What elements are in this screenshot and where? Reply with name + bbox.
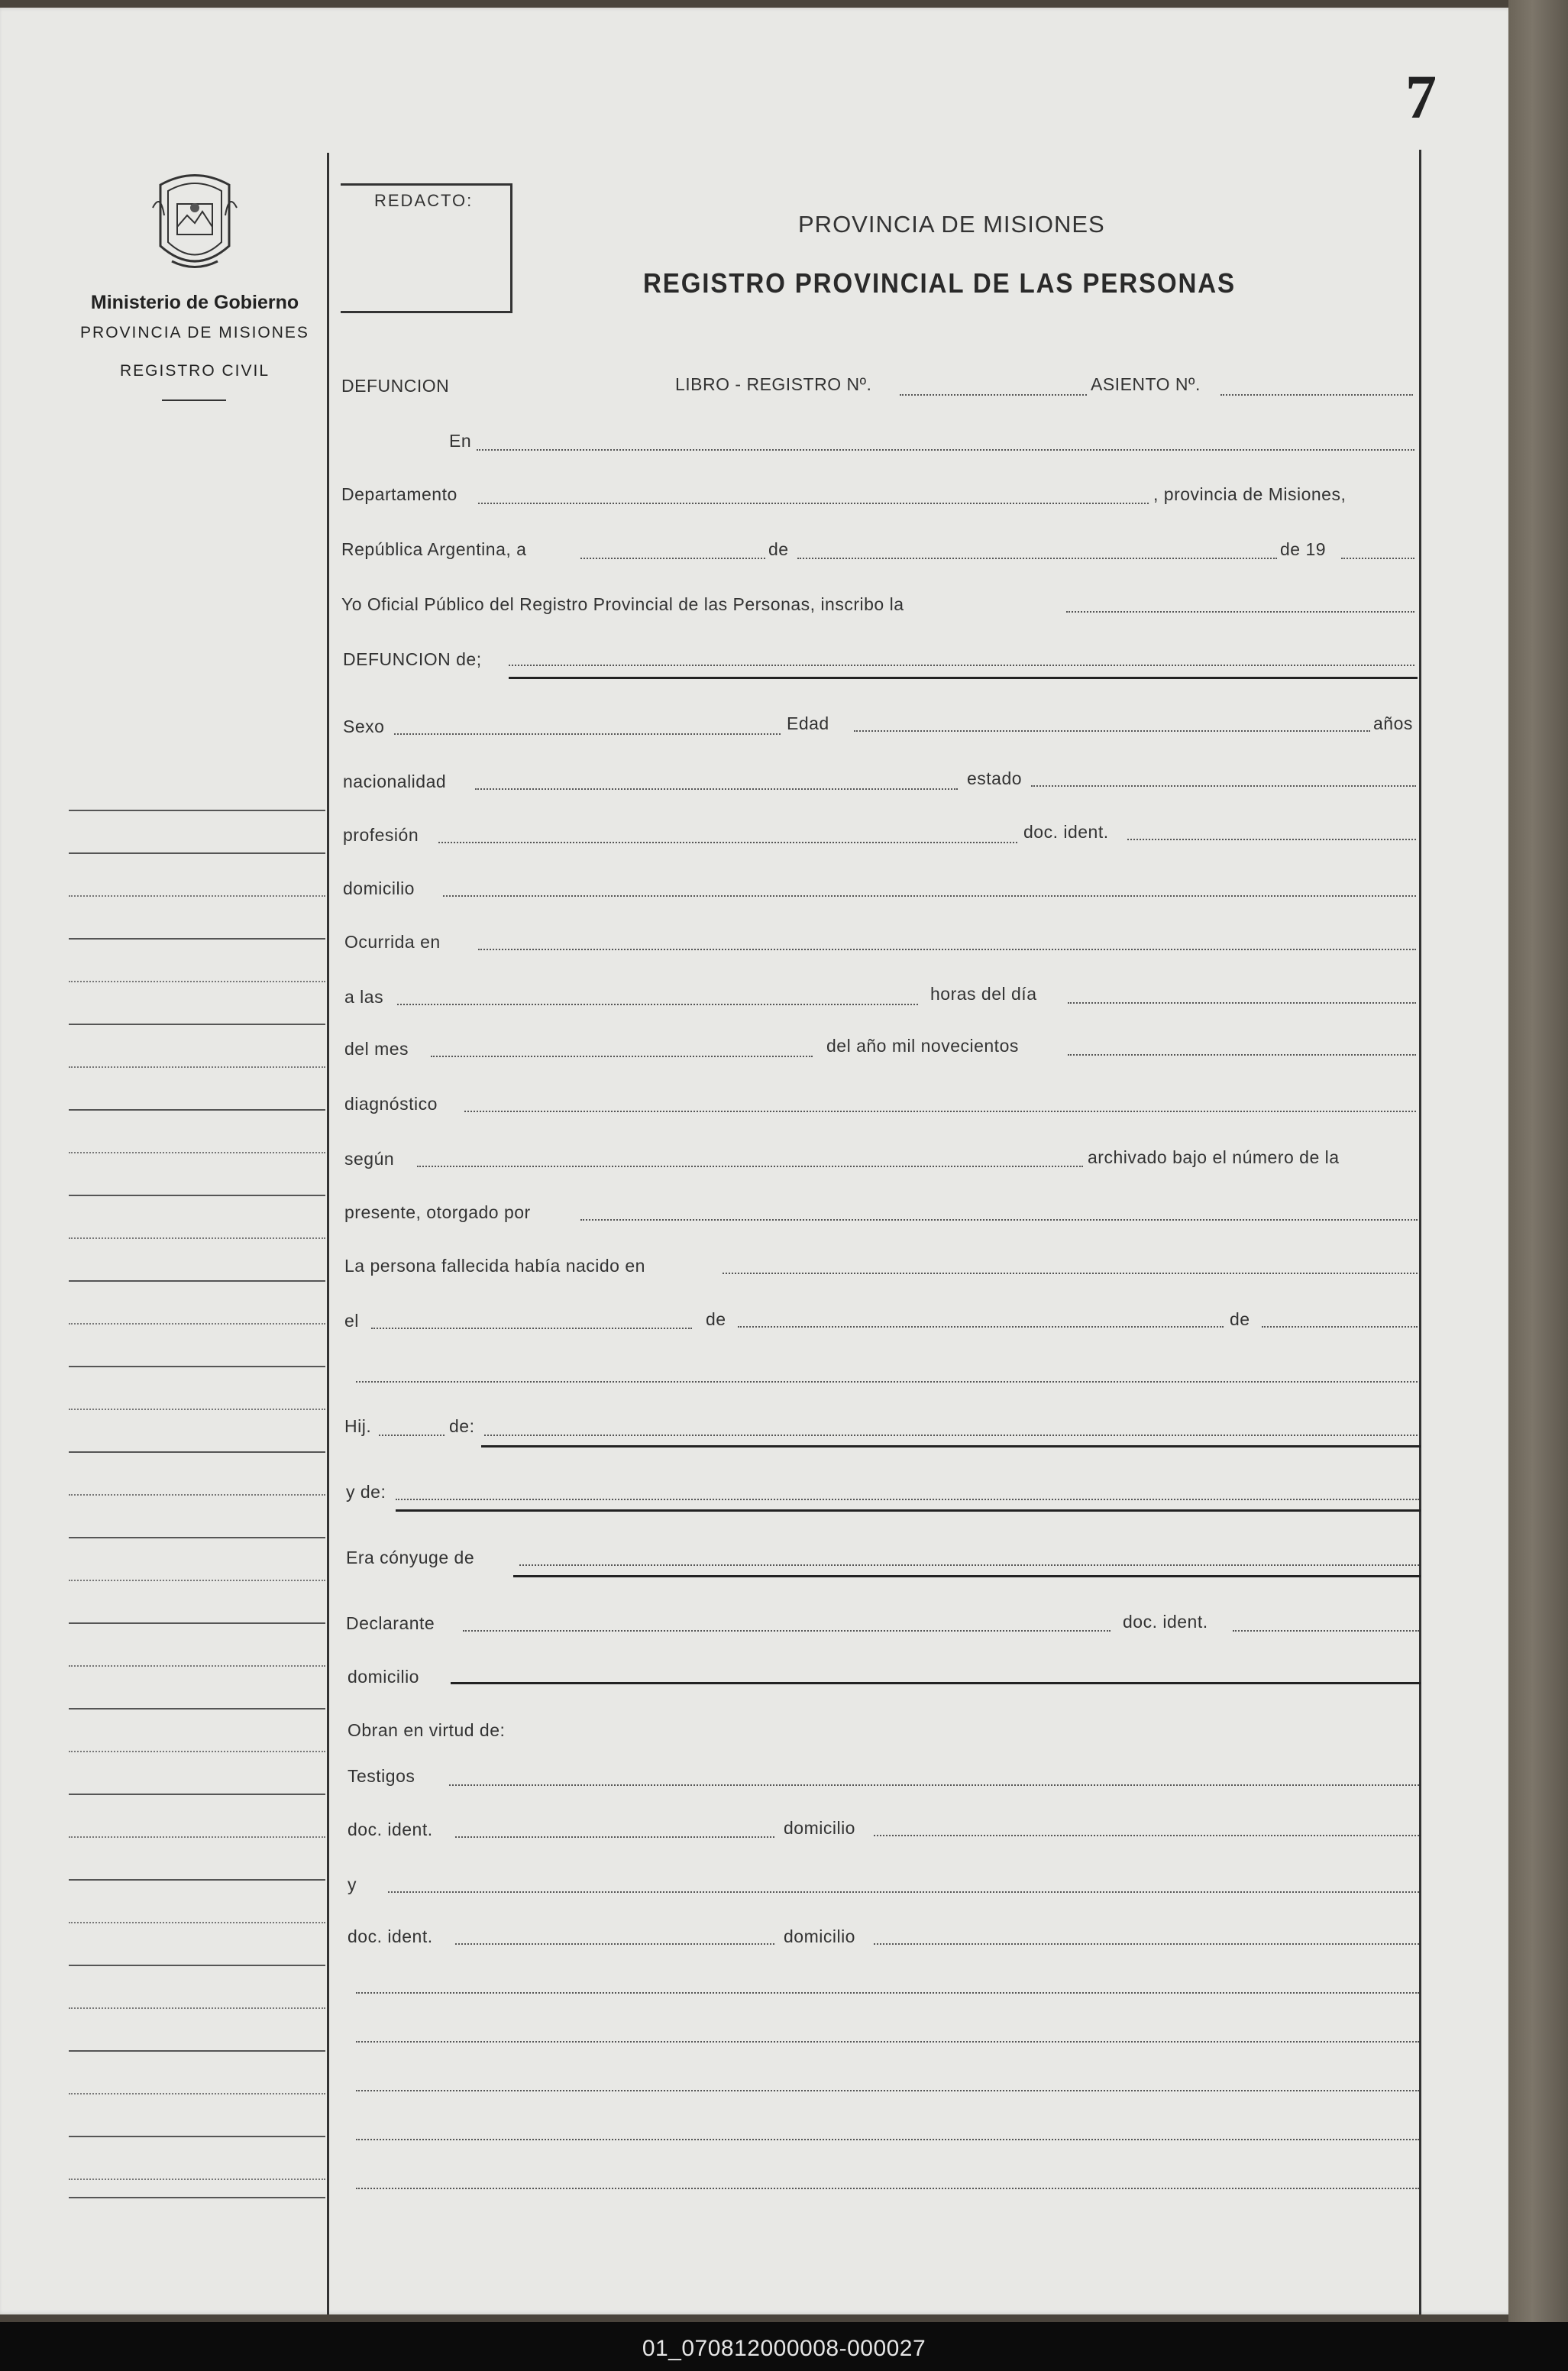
margin-line[interactable] — [69, 1195, 325, 1196]
margin-line[interactable] — [69, 1280, 325, 1282]
field-dia[interactable] — [580, 558, 765, 559]
field-declarante[interactable] — [463, 1630, 1111, 1632]
margin-line[interactable] — [69, 1323, 325, 1325]
ministry-province: PROVINCIA DE MISIONES — [80, 324, 309, 341]
label-de: de — [768, 539, 789, 559]
label-hij-de: de: — [449, 1416, 475, 1436]
margin-line[interactable] — [69, 981, 325, 982]
label-en: En — [449, 431, 472, 451]
field-horas-del-dia[interactable] — [1068, 1002, 1416, 1004]
padre-underline — [481, 1445, 1421, 1448]
field-domicilio[interactable] — [443, 895, 1416, 897]
label-defuncion: DEFUNCION — [341, 376, 450, 396]
label-republica: República Argentina, a — [341, 539, 527, 559]
label-profesion: profesión — [343, 825, 419, 845]
margin-line[interactable] — [69, 2136, 325, 2137]
margin-line[interactable] — [69, 1580, 325, 1581]
field-del-ano[interactable] — [1068, 1054, 1416, 1056]
label-testigo2-domicilio: domicilio — [784, 1926, 855, 1946]
field-ano[interactable] — [1341, 558, 1414, 559]
margin-line[interactable] — [69, 1451, 325, 1453]
label-estado: estado — [967, 768, 1023, 788]
field-doc-ident[interactable] — [1127, 839, 1416, 840]
field-estado[interactable] — [1031, 785, 1416, 787]
provincial-seal-icon — [145, 162, 244, 284]
blank-line[interactable] — [356, 2139, 1419, 2140]
label-nacionalidad: nacionalidad — [343, 771, 447, 791]
margin-line[interactable] — [69, 1879, 325, 1881]
margin-line[interactable] — [69, 1152, 325, 1153]
defuncion-de-underline — [509, 677, 1418, 679]
field-a-las[interactable] — [397, 1004, 918, 1005]
blank-line[interactable] — [356, 2041, 1419, 2043]
margin-line[interactable] — [69, 1836, 325, 1838]
field-testigo2-doc-ident[interactable] — [455, 1943, 774, 1945]
field-nacido-dia[interactable] — [371, 1328, 692, 1329]
ministry-title: Ministerio de Gobierno — [90, 292, 299, 313]
margin-line[interactable] — [69, 1409, 325, 1410]
field-asiento[interactable] — [1220, 394, 1413, 396]
label-departamento: Departamento — [341, 484, 457, 504]
field-nacionalidad[interactable] — [475, 788, 958, 790]
header-registry: REGISTRO PROVINCIAL DE LAS PERSONAS — [643, 267, 1236, 299]
label-del-mes: del mes — [344, 1039, 409, 1059]
label-testigo2-doc-ident: doc. ident. — [348, 1926, 433, 1946]
margin-line[interactable] — [69, 810, 325, 811]
margin-line[interactable] — [69, 1066, 325, 1068]
label-asiento: ASIENTO Nº. — [1091, 374, 1201, 394]
margin-line[interactable] — [69, 1237, 325, 1239]
field-edad[interactable] — [854, 730, 1370, 732]
blank-line[interactable] — [356, 2090, 1419, 2091]
field-segun[interactable] — [417, 1166, 1083, 1167]
margin-line[interactable] — [69, 2007, 325, 2009]
book-spine — [1508, 0, 1568, 2322]
label-horas-del-dia: horas del día — [930, 984, 1037, 1004]
label-edad: Edad — [787, 713, 829, 733]
margin-line[interactable] — [69, 2179, 325, 2180]
field-ocurrida-en[interactable] — [478, 949, 1416, 950]
label-presente: presente, otorgado por — [344, 1202, 531, 1222]
redacto-label: REDACTO: — [374, 191, 474, 210]
field-nacido-mes[interactable] — [738, 1326, 1224, 1328]
field-departamento[interactable] — [478, 503, 1149, 504]
margin-line[interactable] — [69, 1708, 325, 1710]
label-testigo1-domicilio: domicilio — [784, 1818, 855, 1838]
madre-underline — [396, 1509, 1421, 1512]
label-anos: años — [1373, 713, 1413, 733]
field-nacido-en[interactable] — [723, 1273, 1418, 1274]
scan-caption: 01_070812000008-000027 — [642, 2336, 926, 2361]
margin-line[interactable] — [69, 1751, 325, 1752]
margin-line[interactable] — [69, 1537, 325, 1538]
margin-line[interactable] — [69, 2050, 325, 2052]
label-segun: según — [344, 1149, 395, 1169]
field-mes[interactable] — [797, 558, 1277, 559]
field-sexo[interactable] — [394, 733, 781, 735]
label-defuncion-de: DEFUNCION de; — [343, 649, 482, 669]
field-testigo1-doc-ident[interactable] — [455, 1836, 774, 1838]
label-y-de: y de: — [346, 1482, 386, 1502]
left-form-border — [327, 153, 329, 2314]
label-ocurrida-en: Ocurrida en — [344, 932, 441, 952]
label-del-ano: del año mil novecientos — [826, 1036, 1019, 1056]
label-a-las: a las — [344, 987, 384, 1007]
label-obran: Obran en virtud de: — [348, 1720, 506, 1740]
field-madre[interactable] — [396, 1499, 1419, 1500]
ministry-rule — [162, 399, 226, 401]
right-form-border — [1419, 150, 1421, 2314]
field-defuncion-de[interactable] — [509, 665, 1414, 666]
field-hij[interactable] — [379, 1435, 445, 1436]
field-inscribo[interactable] — [1066, 611, 1414, 613]
field-padre[interactable] — [484, 1435, 1418, 1436]
label-era-conyuge: Era cónyuge de — [346, 1548, 475, 1567]
label-el: el — [344, 1311, 359, 1331]
label-nacido-de: de — [706, 1309, 726, 1329]
margin-line[interactable] — [69, 895, 325, 897]
margin-line[interactable] — [69, 1109, 325, 1111]
margin-line[interactable] — [69, 1366, 325, 1367]
label-testigo1-doc-ident: doc. ident. — [348, 1819, 433, 1839]
label-y: y — [348, 1874, 357, 1894]
label-nacido-de-ano: de — [1230, 1309, 1250, 1329]
page-number: 7 — [1405, 62, 1437, 131]
field-declarante-domicilio[interactable] — [451, 1682, 1421, 1684]
field-declarante-doc-ident[interactable] — [1233, 1630, 1419, 1632]
margin-line[interactable] — [69, 852, 325, 854]
margin-line[interactable] — [69, 2197, 325, 2198]
margin-line[interactable] — [69, 1794, 325, 1795]
label-libro-registro: LIBRO - REGISTRO Nº. — [675, 374, 872, 394]
ministry-registry: REGISTRO CIVIL — [119, 362, 270, 380]
field-nacido-ano[interactable] — [1262, 1326, 1418, 1328]
field-diagnostico[interactable] — [464, 1111, 1416, 1112]
label-archivado: archivado bajo el número de la — [1088, 1147, 1340, 1167]
margin-line[interactable] — [69, 1494, 325, 1496]
header-province: PROVINCIA DE MISIONES — [798, 211, 1105, 238]
blank-line[interactable] — [356, 1992, 1419, 1994]
conyuge-underline — [513, 1575, 1421, 1577]
label-diagnostico: diagnóstico — [344, 1094, 438, 1114]
field-en[interactable] — [477, 449, 1414, 451]
label-hij: Hij. — [344, 1416, 372, 1436]
label-declarante-domicilio: domicilio — [348, 1667, 419, 1687]
blank-line[interactable] — [356, 2188, 1419, 2189]
margin-line[interactable] — [69, 1665, 325, 1667]
field-testigo-1[interactable] — [449, 1784, 1419, 1786]
margin-line[interactable] — [69, 1965, 325, 1966]
field-profesion[interactable] — [438, 842, 1017, 843]
label-declarante: Declarante — [346, 1613, 435, 1633]
field-libro-registro[interactable] — [900, 394, 1087, 396]
field-testigo2-domicilio[interactable] — [874, 1943, 1419, 1945]
field-testigo1-domicilio[interactable] — [874, 1835, 1419, 1836]
label-provincia-misiones: , provincia de Misiones, — [1153, 484, 1347, 504]
label-domicilio: domicilio — [343, 878, 415, 898]
margin-line[interactable] — [69, 1922, 325, 1923]
label-yo-oficial: Yo Oficial Público del Registro Provincial de las Personas, inscribo la — [341, 594, 904, 614]
field-otorgado-por[interactable] — [580, 1219, 1418, 1221]
field-testigo-2[interactable] — [388, 1891, 1419, 1893]
label-sexo: Sexo — [343, 716, 385, 736]
field-del-mes[interactable] — [431, 1056, 813, 1057]
label-doc-ident: doc. ident. — [1023, 822, 1109, 842]
margin-line[interactable] — [69, 1024, 325, 1025]
label-declarante-doc-ident: doc. ident. — [1123, 1612, 1208, 1632]
label-persona-nacido: La persona fallecida había nacido en — [344, 1256, 645, 1276]
label-de-19: de 19 — [1280, 539, 1327, 559]
label-testigos: Testigos — [348, 1766, 415, 1786]
margin-line[interactable] — [69, 1622, 325, 1624]
field-extra-line-1[interactable] — [356, 1381, 1418, 1383]
margin-line[interactable] — [69, 2093, 325, 2094]
field-conyuge[interactable] — [519, 1564, 1419, 1566]
margin-line[interactable] — [69, 938, 325, 940]
